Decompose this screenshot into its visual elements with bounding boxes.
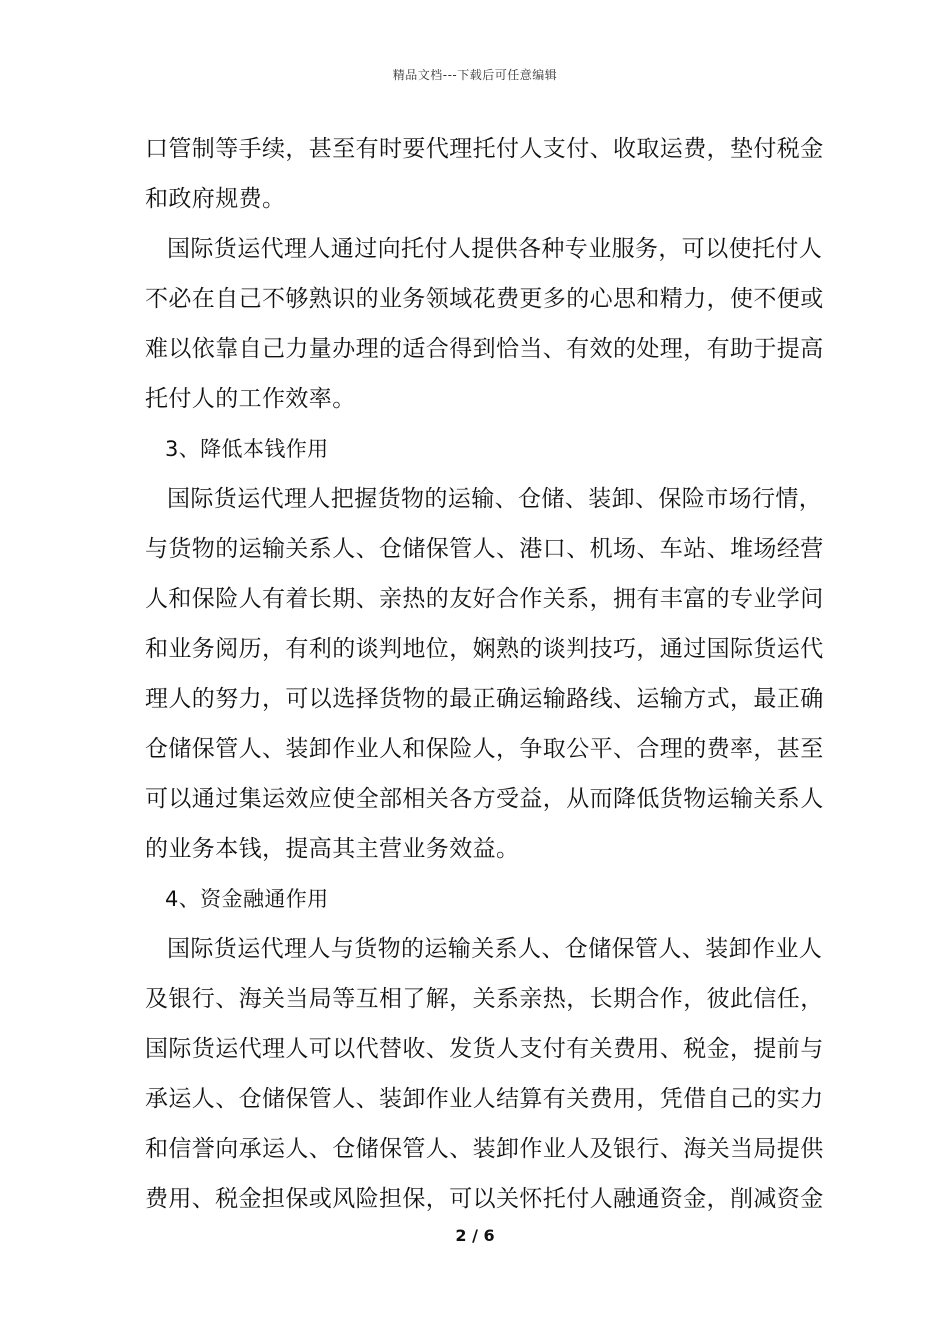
- paragraph-line: 和信誉向承运人、仓储保管人、装卸作业人及银行、海关当局提供: [145, 1136, 824, 1162]
- paragraph-line: 难以依靠自己力量办理的适合得到恰当、有效的处理，有助于提高: [145, 336, 824, 362]
- paragraph-line: 承运人、仓储保管人、装卸作业人结算有关费用，凭借自己的实力: [145, 1086, 824, 1112]
- paragraph-line: 和政府规费。: [145, 186, 286, 212]
- paragraph-line: 的业务本钱，提高其主营业务效益。: [145, 836, 520, 862]
- paragraph-line: 和业务阅历，有利的谈判地位，娴熟的谈判技巧，通过国际货运代: [145, 636, 824, 662]
- section-heading: 4、资金融通作用: [165, 887, 329, 911]
- section-heading: 3、降低本钱作用: [165, 437, 329, 461]
- paragraph-line: 与货物的运输关系人、仓储保管人、港口、机场、车站、堆场经营: [145, 536, 824, 562]
- paragraph-line: 人和保险人有着长期、亲热的友好合作关系，拥有丰富的专业学问: [145, 586, 824, 612]
- paragraph-line: 及银行、海关当局等互相了解，关系亲热，长期合作，彼此信任，: [145, 986, 824, 1012]
- paragraph-line: 托付人的工作效率。: [145, 386, 356, 412]
- paragraph-line: 不必在自己不够熟识的业务领域花费更多的心思和精力，使不便或: [145, 286, 824, 312]
- paragraph-line: 理人的努力，可以选择货物的最正确运输路线、运输方式，最正确: [145, 686, 824, 712]
- page-number: 2 / 6: [455, 1226, 495, 1245]
- paragraph-line: 费用、税金担保或风险担保，可以关怀托付人融通资金，削减资金: [145, 1186, 824, 1212]
- paragraph-line: 国际货运代理人与货物的运输关系人、仓储保管人、装卸作业人: [167, 936, 823, 962]
- paragraph-line: 国际货运代理人把握货物的运输、仓储、装卸、保险市场行情，: [167, 486, 823, 512]
- page-header: 精品文档---下载后可任意编辑: [392, 68, 558, 82]
- paragraph-line: 国际货运代理人可以代替收、发货人支付有关费用、税金，提前与: [145, 1036, 824, 1062]
- paragraph-line: 口管制等手续，甚至有时要代理托付人支付、收取运费，垫付税金: [145, 136, 824, 162]
- paragraph-line: 可以通过集运效应使全部相关各方受益，从而降低货物运输关系人: [145, 786, 824, 812]
- paragraph-line: 国际货运代理人通过向托付人提供各种专业服务，可以使托付人: [167, 236, 823, 262]
- paragraph-line: 仓储保管人、装卸作业人和保险人，争取公平、合理的费率，甚至: [145, 736, 824, 762]
- document-body: [145, 124, 824, 1224]
